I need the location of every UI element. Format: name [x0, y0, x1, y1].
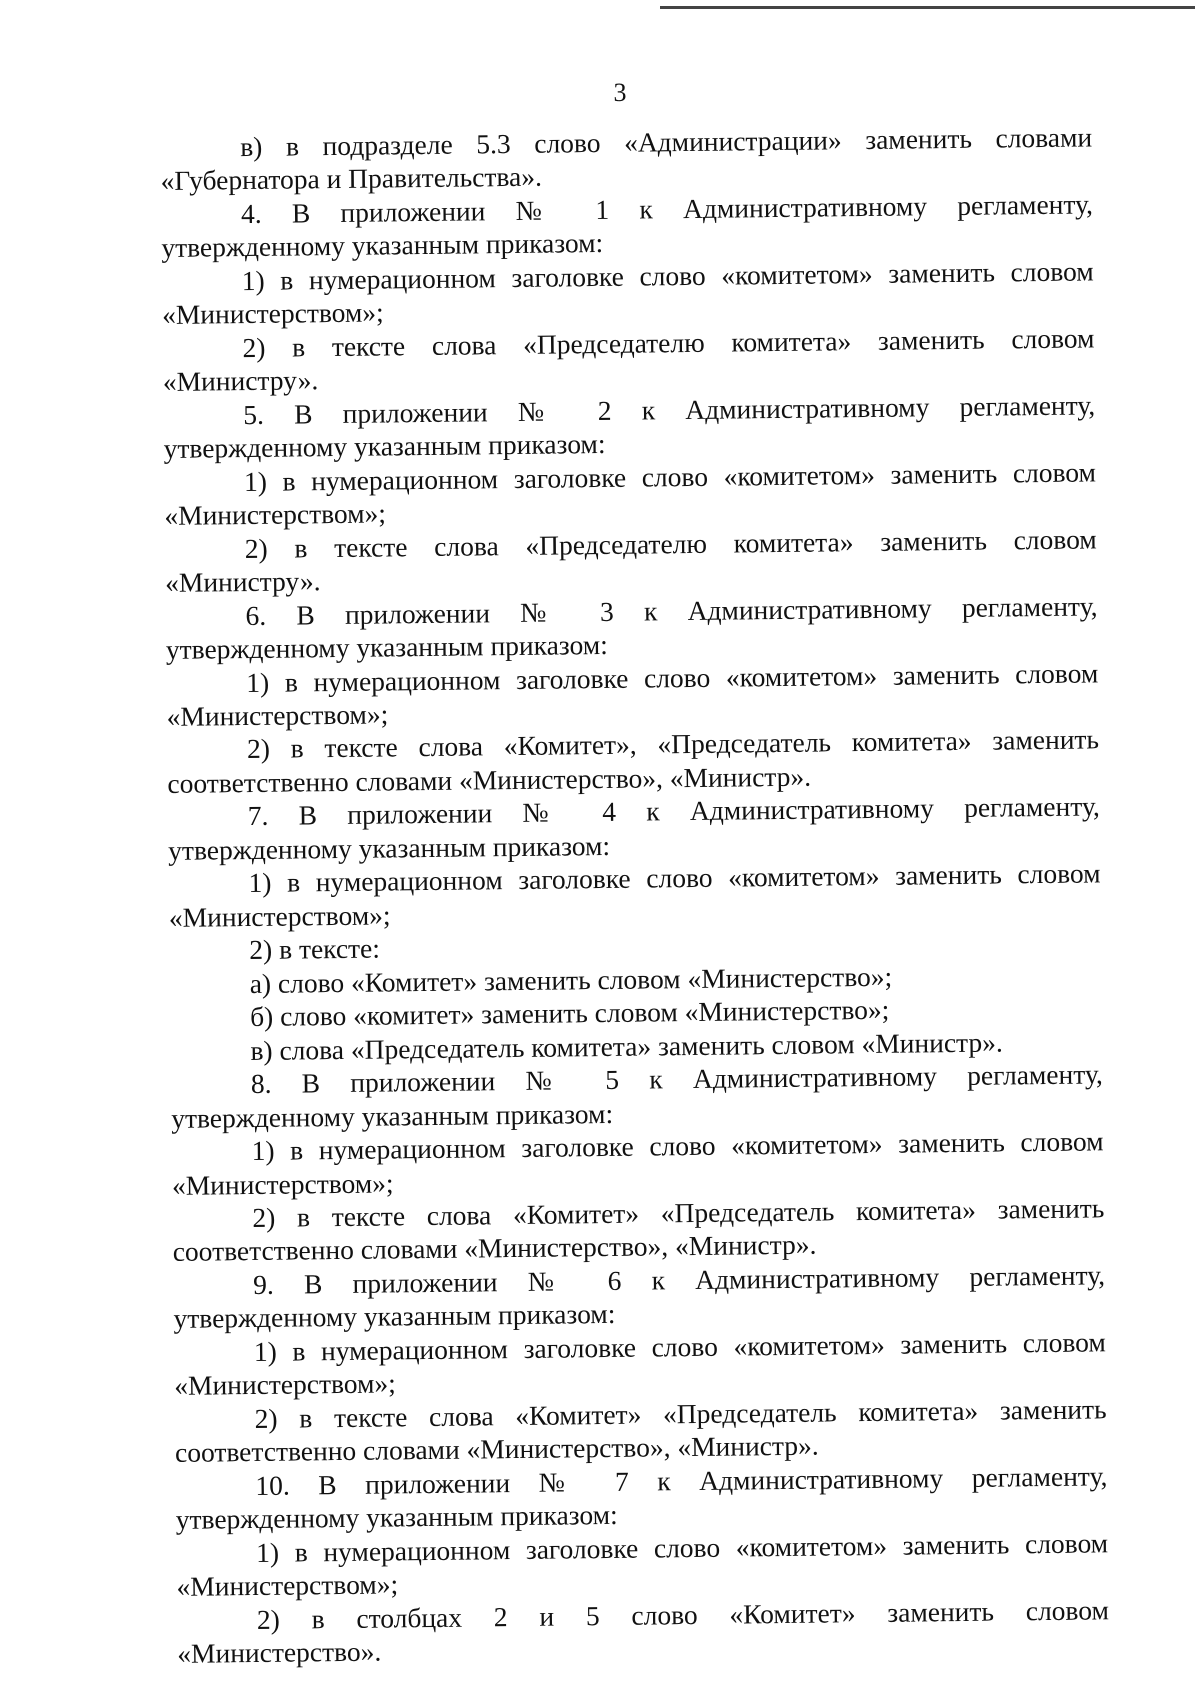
top-border-line: [660, 6, 1195, 9]
text-line: 2) в тексте:: [249, 932, 381, 966]
text-line: «Министерством»;: [174, 1367, 397, 1402]
text-line: соответственно словами «Министерство», «Министр».: [167, 760, 812, 799]
text-line: 4. В приложении № 1 к Административному регламенту,: [240, 188, 1094, 230]
text-line: 1) в нумерационном заголовке слово «комитетом» заменить словом: [243, 456, 1097, 497]
text-line: в) слова «Председатель комитета» заменить словом «Министр».: [250, 1026, 1003, 1066]
text-line: утвержденному указанным приказом:: [171, 1097, 614, 1134]
text-line: 1) в нумерационном заголовке слово «комитетом» заменить словом: [248, 857, 1101, 899]
text-line: 10. В приложении № 7 к Административному регламенту,: [255, 1460, 1108, 1501]
text-line: утвержденному указанным приказом:: [161, 227, 604, 264]
text-line: «Министерством»;: [168, 899, 391, 933]
text-line: 2) в столбцах 2 и 5 слово «Комитет» заменить словом: [256, 1593, 1110, 1635]
text-line: 9. В приложении № 6 к Административному регламенту,: [252, 1259, 1106, 1300]
text-line: «Губернатора и Правительства».: [160, 161, 543, 197]
text-line: 2) в тексте слова «Комитет» «Председатель комитета» заменить: [252, 1192, 1105, 1234]
page-number: 3: [613, 78, 627, 107]
text-line: 1) в нумерационном заголовке слово «комитетом» заменить словом: [255, 1527, 1109, 1568]
text-line: «Министерством»;: [176, 1568, 399, 1603]
text-line: утвержденному указанным приказом:: [175, 1499, 618, 1536]
text-line: утвержденному указанным приказом:: [163, 428, 606, 465]
text-line: «Министерством»;: [166, 698, 389, 732]
text-line: «Министерство».: [177, 1635, 382, 1669]
text-line: 2) в тексте слова «Председателю комитета» заменить словом: [244, 523, 1097, 564]
text-line: 2) в тексте слова «Председателю комитета» заменить словом: [242, 322, 1095, 363]
text-line: 1) в нумерационном заголовке слово «комитетом» заменить словом: [241, 255, 1094, 296]
text-line: 2) в тексте слова «Комитет», «Председатель комитета» заменить: [246, 723, 1100, 765]
text-line: 8. В приложении № 5 к Административному регламенту,: [250, 1058, 1103, 1100]
text-line: б) слово «комитет» заменить словом «Министерство»;: [249, 993, 890, 1033]
text-line: утвержденному указанным приказом:: [165, 628, 608, 665]
text-line: 6. В приложении № 3 к Административному регламенту,: [245, 589, 1098, 631]
text-line: соответственно словами «Министерство», «Министр».: [172, 1229, 817, 1268]
text-line: 7. В приложении № 4 к Административному регламенту,: [247, 790, 1100, 832]
text-line: соответственно словами «Министерство», «Министр».: [174, 1429, 819, 1469]
text-line: «Министерством»;: [164, 497, 387, 532]
text-line: 5. В приложении № 2 к Административному регламенту,: [243, 389, 1096, 430]
text-line: 1) в нумерационном заголовке слово «комитетом» заменить словом: [251, 1125, 1104, 1167]
text-line: 1) в нумерационном заголовке слово «комитетом» заменить словом: [246, 656, 1099, 698]
document-body: [0, 119, 1200, 1673]
text-line: «Министру».: [164, 565, 321, 599]
text-line: «Министерством»;: [161, 296, 384, 331]
text-line: 2) в тексте слова «Комитет» «Председатель комитета» заменить: [254, 1393, 1107, 1434]
text-line: утвержденному указанным приказом:: [168, 829, 611, 866]
text-line: «Министру».: [162, 364, 319, 398]
text-line: «Министерством»;: [171, 1166, 394, 1201]
text-line: в) в подразделе 5.3 слово «Администрации» заменить словами: [240, 121, 1093, 163]
text-line: а) слово «Комитет» заменить словом «Министерство»;: [249, 960, 893, 999]
text-line: утвержденному указанным приказом:: [173, 1298, 616, 1335]
text-line: 1) в нумерационном заголовке слово «комитетом» заменить словом: [253, 1326, 1106, 1367]
